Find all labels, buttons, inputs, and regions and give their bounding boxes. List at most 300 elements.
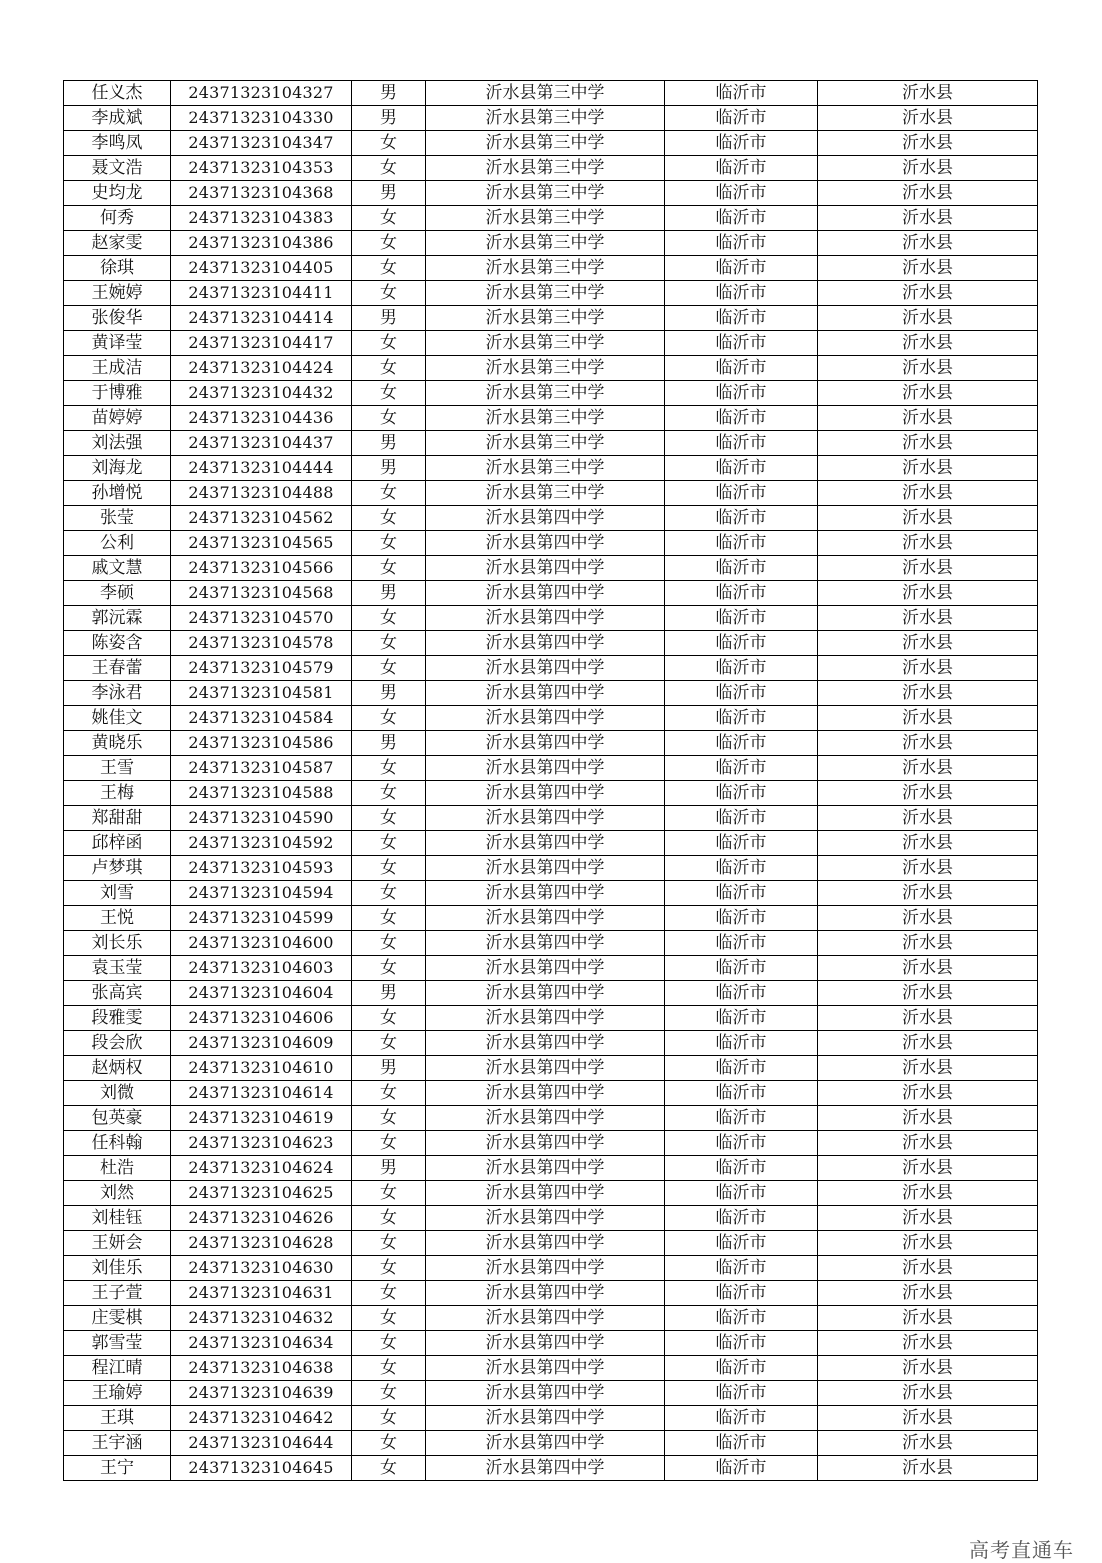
city-cell: 临沂市 (665, 1081, 818, 1106)
city-cell: 临沂市 (665, 506, 818, 531)
gender-cell: 女 (352, 1131, 426, 1156)
city-cell: 临沂市 (665, 456, 818, 481)
table-row (64, 706, 1038, 731)
city-cell: 临沂市 (665, 1106, 818, 1131)
table-row (64, 406, 1038, 431)
school-cell: 沂水县第四中学 (426, 1206, 665, 1231)
city-cell: 临沂市 (665, 731, 818, 756)
exam-number-cell: 24371323104436 (171, 406, 352, 431)
table-row (64, 1281, 1038, 1306)
city-cell: 临沂市 (665, 1431, 818, 1456)
table-row (64, 1106, 1038, 1131)
gender-cell: 男 (352, 981, 426, 1006)
name-cell: 王宇涵 (64, 1431, 171, 1456)
county-cell: 沂水县 (818, 1281, 1038, 1306)
county-cell: 沂水县 (818, 1381, 1038, 1406)
gender-cell: 女 (352, 1356, 426, 1381)
table-row (64, 181, 1038, 206)
city-cell: 临沂市 (665, 531, 818, 556)
county-cell: 沂水县 (818, 756, 1038, 781)
name-cell: 张高宾 (64, 981, 171, 1006)
exam-number-cell: 24371323104625 (171, 1181, 352, 1206)
gender-cell: 女 (352, 231, 426, 256)
city-cell: 临沂市 (665, 156, 818, 181)
gender-cell: 女 (352, 1081, 426, 1106)
county-cell: 沂水县 (818, 156, 1038, 181)
exam-number-cell: 24371323104614 (171, 1081, 352, 1106)
city-cell: 临沂市 (665, 356, 818, 381)
gender-cell: 女 (352, 281, 426, 306)
county-cell: 沂水县 (818, 231, 1038, 256)
city-cell: 临沂市 (665, 1281, 818, 1306)
exam-number-cell: 24371323104600 (171, 931, 352, 956)
exam-number-cell: 24371323104330 (171, 106, 352, 131)
school-cell: 沂水县第四中学 (426, 856, 665, 881)
table-row (64, 456, 1038, 481)
exam-number-cell: 24371323104603 (171, 956, 352, 981)
exam-number-cell: 24371323104623 (171, 1131, 352, 1156)
table-row (64, 681, 1038, 706)
school-cell: 沂水县第四中学 (426, 1331, 665, 1356)
city-cell: 临沂市 (665, 256, 818, 281)
city-cell: 临沂市 (665, 1181, 818, 1206)
name-cell: 杜浩 (64, 1156, 171, 1181)
gender-cell: 女 (352, 1331, 426, 1356)
gender-cell: 女 (352, 206, 426, 231)
gender-cell: 女 (352, 1031, 426, 1056)
name-cell: 王琪 (64, 1406, 171, 1431)
table-row (64, 1206, 1038, 1231)
table-row (64, 81, 1038, 106)
city-cell: 临沂市 (665, 906, 818, 931)
school-cell: 沂水县第三中学 (426, 231, 665, 256)
gender-cell: 女 (352, 156, 426, 181)
city-cell: 临沂市 (665, 931, 818, 956)
county-cell: 沂水县 (818, 206, 1038, 231)
table-body (64, 81, 1038, 1481)
gender-cell: 女 (352, 556, 426, 581)
gender-cell: 女 (352, 1206, 426, 1231)
name-cell: 张莹 (64, 506, 171, 531)
county-cell: 沂水县 (818, 431, 1038, 456)
county-cell: 沂水县 (818, 1081, 1038, 1106)
exam-number-cell: 24371323104327 (171, 81, 352, 106)
name-cell: 段雅雯 (64, 1006, 171, 1031)
name-cell: 郑甜甜 (64, 806, 171, 831)
county-cell: 沂水县 (818, 1456, 1038, 1481)
city-cell: 临沂市 (665, 1031, 818, 1056)
table-row (64, 1256, 1038, 1281)
school-cell: 沂水县第四中学 (426, 506, 665, 531)
table-row (64, 1056, 1038, 1081)
school-cell: 沂水县第四中学 (426, 1106, 665, 1131)
name-cell: 聂文浩 (64, 156, 171, 181)
city-cell: 临沂市 (665, 1006, 818, 1031)
exam-number-cell: 24371323104626 (171, 1206, 352, 1231)
table-row (64, 956, 1038, 981)
exam-number-cell: 24371323104619 (171, 1106, 352, 1131)
name-cell: 刘然 (64, 1181, 171, 1206)
exam-number-cell: 24371323104587 (171, 756, 352, 781)
gender-cell: 男 (352, 81, 426, 106)
city-cell: 临沂市 (665, 631, 818, 656)
city-cell: 临沂市 (665, 1231, 818, 1256)
city-cell: 临沂市 (665, 306, 818, 331)
county-cell: 沂水县 (818, 656, 1038, 681)
exam-number-cell: 24371323104644 (171, 1431, 352, 1456)
gender-cell: 女 (352, 706, 426, 731)
school-cell: 沂水县第四中学 (426, 906, 665, 931)
table-row (64, 806, 1038, 831)
exam-number-cell: 24371323104444 (171, 456, 352, 481)
name-cell: 卢梦琪 (64, 856, 171, 881)
gender-cell: 男 (352, 681, 426, 706)
table-row (64, 1006, 1038, 1031)
school-cell: 沂水县第三中学 (426, 381, 665, 406)
city-cell: 临沂市 (665, 806, 818, 831)
gender-cell: 女 (352, 881, 426, 906)
table-row (64, 756, 1038, 781)
table-row (64, 656, 1038, 681)
name-cell: 王婉婷 (64, 281, 171, 306)
school-cell: 沂水县第四中学 (426, 1406, 665, 1431)
table-row (64, 1381, 1038, 1406)
city-cell: 临沂市 (665, 1331, 818, 1356)
county-cell: 沂水县 (818, 306, 1038, 331)
county-cell: 沂水县 (818, 956, 1038, 981)
county-cell: 沂水县 (818, 681, 1038, 706)
county-cell: 沂水县 (818, 581, 1038, 606)
school-cell: 沂水县第四中学 (426, 781, 665, 806)
gender-cell: 女 (352, 806, 426, 831)
county-cell: 沂水县 (818, 856, 1038, 881)
exam-number-cell: 24371323104383 (171, 206, 352, 231)
name-cell: 邱梓函 (64, 831, 171, 856)
school-cell: 沂水县第四中学 (426, 806, 665, 831)
name-cell: 郭雪莹 (64, 1331, 171, 1356)
school-cell: 沂水县第四中学 (426, 1456, 665, 1481)
exam-number-cell: 24371323104593 (171, 856, 352, 881)
county-cell: 沂水县 (818, 831, 1038, 856)
exam-number-cell: 24371323104604 (171, 981, 352, 1006)
exam-number-cell: 24371323104594 (171, 881, 352, 906)
gender-cell: 男 (352, 1156, 426, 1181)
name-cell: 于博雅 (64, 381, 171, 406)
name-cell: 刘长乐 (64, 931, 171, 956)
name-cell: 徐琪 (64, 256, 171, 281)
city-cell: 临沂市 (665, 881, 818, 906)
table-row (64, 131, 1038, 156)
name-cell: 王子萱 (64, 1281, 171, 1306)
table-row (64, 1331, 1038, 1356)
name-cell: 王梅 (64, 781, 171, 806)
county-cell: 沂水县 (818, 556, 1038, 581)
name-cell: 包英豪 (64, 1106, 171, 1131)
gender-cell: 男 (352, 181, 426, 206)
city-cell: 临沂市 (665, 1456, 818, 1481)
gender-cell: 女 (352, 1431, 426, 1456)
name-cell: 刘海龙 (64, 456, 171, 481)
name-cell: 程江晴 (64, 1356, 171, 1381)
gender-cell: 女 (352, 906, 426, 931)
county-cell: 沂水县 (818, 1006, 1038, 1031)
gender-cell: 女 (352, 1006, 426, 1031)
table-row (64, 156, 1038, 181)
gender-cell: 女 (352, 631, 426, 656)
city-cell: 临沂市 (665, 106, 818, 131)
exam-number-cell: 24371323104578 (171, 631, 352, 656)
table-row (64, 106, 1038, 131)
table-row (64, 1156, 1038, 1181)
name-cell: 张俊华 (64, 306, 171, 331)
gender-cell: 女 (352, 1406, 426, 1431)
gender-cell: 女 (352, 506, 426, 531)
exam-number-cell: 24371323104386 (171, 231, 352, 256)
school-cell: 沂水县第四中学 (426, 581, 665, 606)
school-cell: 沂水县第三中学 (426, 306, 665, 331)
gender-cell: 女 (352, 131, 426, 156)
county-cell: 沂水县 (818, 181, 1038, 206)
name-cell: 赵炳权 (64, 1056, 171, 1081)
city-cell: 临沂市 (665, 781, 818, 806)
county-cell: 沂水县 (818, 1056, 1038, 1081)
exam-number-cell: 24371323104606 (171, 1006, 352, 1031)
city-cell: 临沂市 (665, 1156, 818, 1181)
city-cell: 临沂市 (665, 556, 818, 581)
county-cell: 沂水县 (818, 456, 1038, 481)
gender-cell: 女 (352, 531, 426, 556)
exam-number-cell: 24371323104628 (171, 1231, 352, 1256)
gender-cell: 女 (352, 856, 426, 881)
school-cell: 沂水县第三中学 (426, 356, 665, 381)
table-row (64, 281, 1038, 306)
gender-cell: 女 (352, 406, 426, 431)
city-cell: 临沂市 (665, 131, 818, 156)
school-cell: 沂水县第三中学 (426, 456, 665, 481)
school-cell: 沂水县第四中学 (426, 731, 665, 756)
name-cell: 刘桂钰 (64, 1206, 171, 1231)
school-cell: 沂水县第四中学 (426, 931, 665, 956)
county-cell: 沂水县 (818, 1306, 1038, 1331)
city-cell: 临沂市 (665, 331, 818, 356)
city-cell: 临沂市 (665, 856, 818, 881)
exam-number-cell: 24371323104609 (171, 1031, 352, 1056)
table-row (64, 606, 1038, 631)
school-cell: 沂水县第四中学 (426, 1131, 665, 1156)
name-cell: 段会欣 (64, 1031, 171, 1056)
county-cell: 沂水县 (818, 256, 1038, 281)
school-cell: 沂水县第四中学 (426, 756, 665, 781)
name-cell: 任科翰 (64, 1131, 171, 1156)
county-cell: 沂水县 (818, 81, 1038, 106)
table-row (64, 881, 1038, 906)
table-row (64, 506, 1038, 531)
exam-number-cell: 24371323104586 (171, 731, 352, 756)
exam-number-cell: 24371323104565 (171, 531, 352, 556)
exam-number-cell: 24371323104570 (171, 606, 352, 631)
city-cell: 临沂市 (665, 381, 818, 406)
county-cell: 沂水县 (818, 606, 1038, 631)
city-cell: 临沂市 (665, 1206, 818, 1231)
county-cell: 沂水县 (818, 881, 1038, 906)
gender-cell: 女 (352, 256, 426, 281)
exam-number-cell: 24371323104579 (171, 656, 352, 681)
name-cell: 苗婷婷 (64, 406, 171, 431)
table-row (64, 306, 1038, 331)
city-cell: 临沂市 (665, 281, 818, 306)
table-row (64, 831, 1038, 856)
county-cell: 沂水县 (818, 1356, 1038, 1381)
table-row (64, 1181, 1038, 1206)
name-cell: 王春蕾 (64, 656, 171, 681)
school-cell: 沂水县第四中学 (426, 1031, 665, 1056)
table-row (64, 731, 1038, 756)
gender-cell: 女 (352, 331, 426, 356)
gender-cell: 女 (352, 781, 426, 806)
student-list-table (63, 80, 1038, 1481)
county-cell: 沂水县 (818, 906, 1038, 931)
city-cell: 临沂市 (665, 656, 818, 681)
exam-number-cell: 24371323104353 (171, 156, 352, 181)
county-cell: 沂水县 (818, 406, 1038, 431)
exam-number-cell: 24371323104437 (171, 431, 352, 456)
table-row (64, 256, 1038, 281)
gender-cell: 女 (352, 1231, 426, 1256)
table-row (64, 231, 1038, 256)
name-cell: 孙增悦 (64, 481, 171, 506)
school-cell: 沂水县第四中学 (426, 631, 665, 656)
county-cell: 沂水县 (818, 981, 1038, 1006)
school-cell: 沂水县第四中学 (426, 1306, 665, 1331)
school-cell: 沂水县第四中学 (426, 531, 665, 556)
school-cell: 沂水县第三中学 (426, 156, 665, 181)
table-row (64, 1081, 1038, 1106)
exam-number-cell: 24371323104424 (171, 356, 352, 381)
table-row (64, 1406, 1038, 1431)
table-row (64, 206, 1038, 231)
school-cell: 沂水县第三中学 (426, 181, 665, 206)
exam-number-cell: 24371323104566 (171, 556, 352, 581)
name-cell: 戚文慧 (64, 556, 171, 581)
city-cell: 临沂市 (665, 1306, 818, 1331)
exam-number-cell: 24371323104624 (171, 1156, 352, 1181)
name-cell: 赵家雯 (64, 231, 171, 256)
gender-cell: 女 (352, 756, 426, 781)
table-row (64, 631, 1038, 656)
name-cell: 王雪 (64, 756, 171, 781)
name-cell: 李成斌 (64, 106, 171, 131)
school-cell: 沂水县第四中学 (426, 556, 665, 581)
table-row (64, 581, 1038, 606)
school-cell: 沂水县第四中学 (426, 956, 665, 981)
table-row (64, 556, 1038, 581)
city-cell: 临沂市 (665, 1356, 818, 1381)
name-cell: 陈姿含 (64, 631, 171, 656)
city-cell: 临沂市 (665, 181, 818, 206)
gender-cell: 女 (352, 656, 426, 681)
gender-cell: 女 (352, 931, 426, 956)
exam-number-cell: 24371323104610 (171, 1056, 352, 1081)
city-cell: 临沂市 (665, 706, 818, 731)
table-row (64, 331, 1038, 356)
school-cell: 沂水县第四中学 (426, 706, 665, 731)
name-cell: 刘佳乐 (64, 1256, 171, 1281)
school-cell: 沂水县第四中学 (426, 1381, 665, 1406)
name-cell: 李泳君 (64, 681, 171, 706)
city-cell: 临沂市 (665, 481, 818, 506)
name-cell: 何秀 (64, 206, 171, 231)
county-cell: 沂水县 (818, 531, 1038, 556)
city-cell: 临沂市 (665, 206, 818, 231)
gender-cell: 女 (352, 381, 426, 406)
school-cell: 沂水县第四中学 (426, 981, 665, 1006)
county-cell: 沂水县 (818, 1156, 1038, 1181)
exam-number-cell: 24371323104588 (171, 781, 352, 806)
exam-number-cell: 24371323104417 (171, 331, 352, 356)
exam-number-cell: 24371323104488 (171, 481, 352, 506)
exam-number-cell: 24371323104645 (171, 1456, 352, 1481)
exam-number-cell: 24371323104368 (171, 181, 352, 206)
school-cell: 沂水县第三中学 (426, 106, 665, 131)
county-cell: 沂水县 (818, 1256, 1038, 1281)
name-cell: 袁玉莹 (64, 956, 171, 981)
name-cell: 黄晓乐 (64, 731, 171, 756)
exam-number-cell: 24371323104568 (171, 581, 352, 606)
school-cell: 沂水县第三中学 (426, 281, 665, 306)
gender-cell: 男 (352, 456, 426, 481)
school-cell: 沂水县第四中学 (426, 1356, 665, 1381)
table-row (64, 431, 1038, 456)
name-cell: 李硕 (64, 581, 171, 606)
county-cell: 沂水县 (818, 381, 1038, 406)
school-cell: 沂水县第三中学 (426, 331, 665, 356)
county-cell: 沂水县 (818, 106, 1038, 131)
gender-cell: 女 (352, 1181, 426, 1206)
school-cell: 沂水县第三中学 (426, 431, 665, 456)
exam-number-cell: 24371323104347 (171, 131, 352, 156)
exam-number-cell: 24371323104590 (171, 806, 352, 831)
gender-cell: 女 (352, 606, 426, 631)
school-cell: 沂水县第四中学 (426, 1006, 665, 1031)
school-cell: 沂水县第三中学 (426, 131, 665, 156)
table-row (64, 356, 1038, 381)
county-cell: 沂水县 (818, 506, 1038, 531)
gender-cell: 男 (352, 306, 426, 331)
gender-cell: 女 (352, 1281, 426, 1306)
school-cell: 沂水县第四中学 (426, 606, 665, 631)
exam-number-cell: 24371323104599 (171, 906, 352, 931)
table-row (64, 1356, 1038, 1381)
name-cell: 王悦 (64, 906, 171, 931)
school-cell: 沂水县第四中学 (426, 881, 665, 906)
county-cell: 沂水县 (818, 706, 1038, 731)
county-cell: 沂水县 (818, 731, 1038, 756)
school-cell: 沂水县第四中学 (426, 1431, 665, 1456)
county-cell: 沂水县 (818, 1206, 1038, 1231)
name-cell: 王妍会 (64, 1231, 171, 1256)
gender-cell: 女 (352, 956, 426, 981)
table-row (64, 1031, 1038, 1056)
city-cell: 临沂市 (665, 431, 818, 456)
school-cell: 沂水县第三中学 (426, 406, 665, 431)
school-cell: 沂水县第三中学 (426, 256, 665, 281)
exam-number-cell: 24371323104631 (171, 1281, 352, 1306)
county-cell: 沂水县 (818, 1431, 1038, 1456)
school-cell: 沂水县第三中学 (426, 481, 665, 506)
table-row (64, 906, 1038, 931)
county-cell: 沂水县 (818, 1106, 1038, 1131)
city-cell: 临沂市 (665, 231, 818, 256)
